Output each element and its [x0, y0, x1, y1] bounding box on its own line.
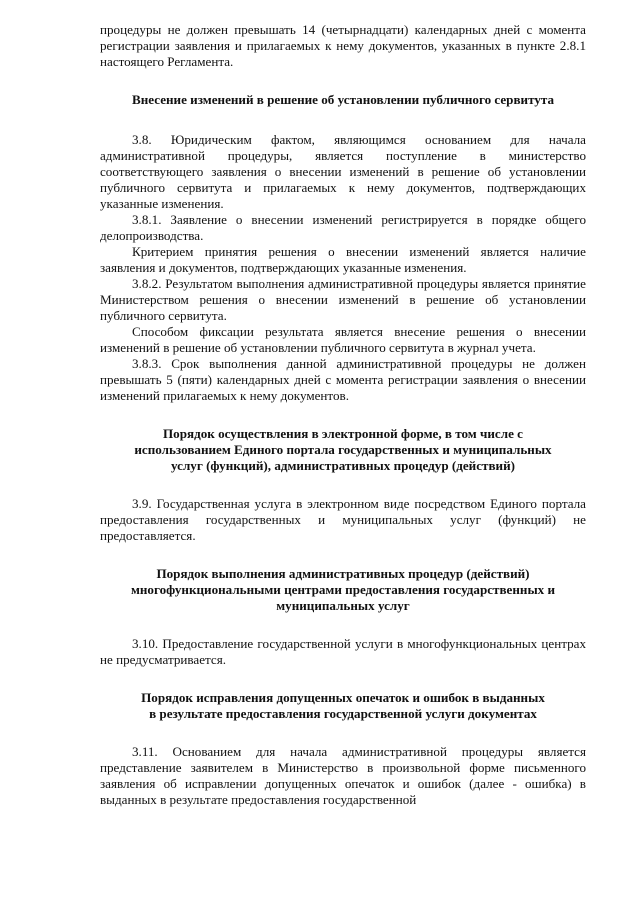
document-content	[100, 22, 586, 808]
paragraph-3-9: 3.9. Государственная услуга в электронном виде посредством Единого портала предоставления государственных и муниципальных услуг (функций) не предоставляется.	[100, 496, 586, 543]
paragraph-3-11: 3.11. Основанием для начала административной процедуры является представление заявителем в Министерство в произвольной форме письменного заявления об исправлении допущенных опечаток и ошибок (далее - ошибка) в выданных в результате предоставления государственной	[100, 744, 586, 807]
paragraph-3-8-3: 3.8.3. Срок выполнения данной административной процедуры не должен превышать 5 (пяти) календарных дней с момента регистрации заявления о внесении изменений прилагаемых к нему документов.	[100, 356, 586, 403]
paragraph-3-8-2: 3.8.2. Результатом выполнения административной процедуры является принятие Министерством решения о внесении изменений в решение об установлении публичного сервитута.	[100, 276, 586, 323]
paragraph-fixation: Способом фиксации результата является внесение решения о внесении изменений в решение об установлении публичного сервитута в журнал учета.	[100, 324, 586, 355]
paragraph-3-8-1: 3.8.1. Заявление о внесении изменений регистрируется в порядке общего делопроизводства.	[100, 212, 586, 243]
section-heading-mfc: Порядок выполнения административных процедур (действий) многофункциональными центрами предоставления государственных и муниципальных услуг	[130, 566, 556, 613]
paragraph-continuation: процедуры не должен превышать 14 (четырнадцати) календарных дней с момента регистрации заявления и прилагаемых к нему документов, указанных в пункте 2.8.1 настоящего Регламента.	[100, 22, 586, 69]
paragraph-criterion: Критерием принятия решения о внесении изменений является наличие заявления и документов, подтверждающих указанные изменения.	[100, 244, 586, 275]
section-heading-electronic-form: Порядок осуществления в электронной форме, в том числе с использованием Единого портала государственных и муниципальных услуг (функций), административных процедур (действий)	[134, 426, 552, 473]
paragraph-3-10: 3.10. Предоставление государственной услуги в многофункциональных центрах не предусматривается.	[100, 636, 586, 667]
paragraph-3-8: 3.8. Юридическим фактом, являющимся основанием для начала административной процедуры, является поступление в министерство соответствующего заявления о внесении изменений в решение об установлении публичного сервитута и прилагаемых к нему документов, подтверждающих указанные изменения.	[100, 132, 586, 211]
section-heading-amendments: Внесение изменений в решение об установлении публичного сервитута	[131, 92, 555, 107]
section-heading-corrections: Порядок исправления допущенных опечаток и ошибок в выданных в результате предоставления государственной услуги документах	[141, 690, 545, 721]
